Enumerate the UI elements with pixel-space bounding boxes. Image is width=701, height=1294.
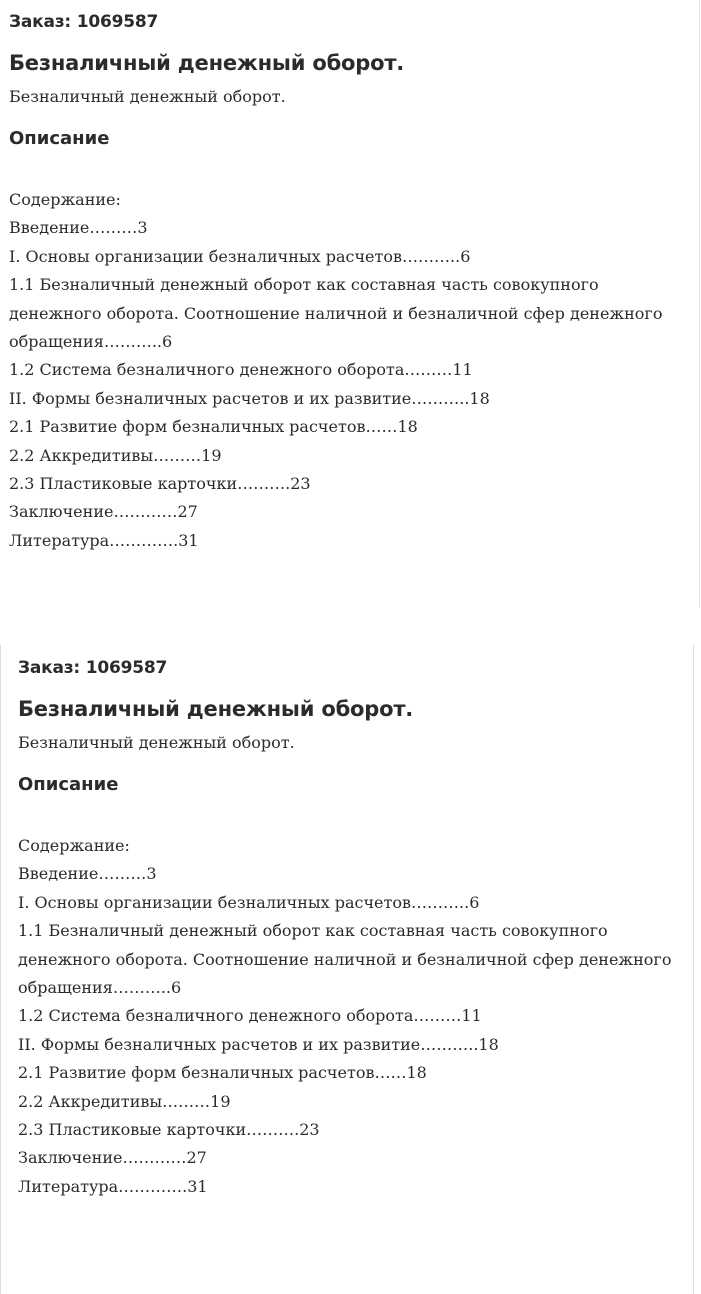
toc-item: Содержание: [9, 190, 121, 209]
document-title: Безналичный денежный оборот. [9, 51, 405, 75]
toc-item: 2.2 Аккредитивы………19 [9, 445, 222, 465]
table-of-contents [9, 186, 681, 555]
toc-item: II. Формы безналичных расчетов и их развитие………..18 [18, 1034, 499, 1054]
order-label: Заказ: 1069587 [9, 12, 159, 32]
toc-item: I. Основы организации безналичных расчетов………..6 [18, 892, 480, 912]
document-subtitle: Безналичный денежный оборот. [9, 87, 286, 106]
table-of-contents [18, 832, 678, 1201]
toc-item: 1.2 Система безналичного денежного оборота………11 [9, 360, 473, 380]
toc-item: Заключение…………27 [9, 502, 198, 522]
document-subtitle: Безналичный денежный оборот. [18, 733, 295, 752]
document-panel-top [9, 10, 689, 555]
toc-item: 1.1 Безналичный денежный оборот как составная часть совокупного денежного оборота. Соотношение наличной и безналичной сфер денежного обращения………..6 [9, 275, 663, 352]
toc-item: Заключение…………27 [18, 1148, 207, 1168]
toc-item: II. Формы безналичных расчетов и их развитие………..18 [9, 388, 490, 408]
toc-item: Литература………….31 [18, 1176, 208, 1196]
document-panel-bottom [18, 656, 698, 1201]
toc-item: 2.1 Развитие форм безналичных расчетов……18 [18, 1063, 427, 1083]
description-heading: Описание [18, 774, 119, 795]
toc-item: Введение………3 [18, 864, 157, 884]
toc-item: 2.3 Пластиковые карточки……….23 [9, 474, 311, 494]
toc-item: 2.1 Развитие форм безналичных расчетов……18 [9, 417, 418, 437]
toc-item: 1.2 Система безналичного денежного оборота………11 [18, 1006, 482, 1026]
toc-item: Содержание: [18, 836, 130, 855]
toc-item: 1.1 Безналичный денежный оборот как составная часть совокупного денежного оборота. Соотношение наличной и безналичной сфер денежного обращения………..6 [18, 921, 672, 998]
toc-item: 2.3 Пластиковые карточки……….23 [18, 1120, 320, 1140]
toc-item: Литература………….31 [9, 530, 199, 550]
document-title: Безналичный денежный оборот. [18, 697, 414, 721]
toc-item: I. Основы организации безналичных расчетов………..6 [9, 246, 471, 266]
toc-item: 2.2 Аккредитивы………19 [18, 1091, 231, 1111]
description-heading: Описание [9, 128, 110, 149]
order-label: Заказ: 1069587 [18, 658, 168, 678]
toc-item: Введение………3 [9, 218, 148, 238]
